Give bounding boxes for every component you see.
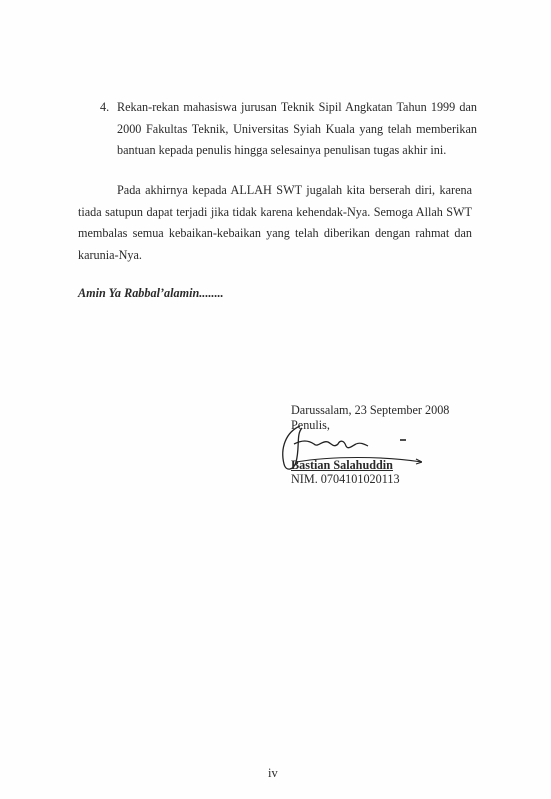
signatory-nim: NIM. 0704101020113 (291, 472, 400, 486)
list-item-number: 4. (100, 100, 110, 114)
list-item-text: Rekan-rekan mahasiswa jurusan Teknik Sipil Angkatan Tahun 1999 dan 2000 Fakultas Teknik, Universitas Syiah Kuala yang telah memberikan bantuan kepada penulis hingga selesainya penulisan tugas akhir ini. (117, 100, 477, 157)
page-number: iv (268, 766, 278, 780)
signature-place-date: Darussalam, 23 September 2008 (291, 403, 450, 417)
closing-prayer: Amin Ya Rabbal’alamin........ (78, 286, 224, 300)
signatory-name: Bastian Salahuddin (291, 458, 393, 472)
signature-role: Penulis, (291, 418, 330, 432)
closing-paragraph: Pada akhirnya kepada ALLAH SWT jugalah kita berserah diri, karena tiada satupun dapat terjadi jika tidak karena kehendak-Nya. Semoga Allah SWT membalas semua kebaikan-kebaikan yang telah diberikan dengan rahmat dan karunia-Nya. (78, 183, 472, 262)
